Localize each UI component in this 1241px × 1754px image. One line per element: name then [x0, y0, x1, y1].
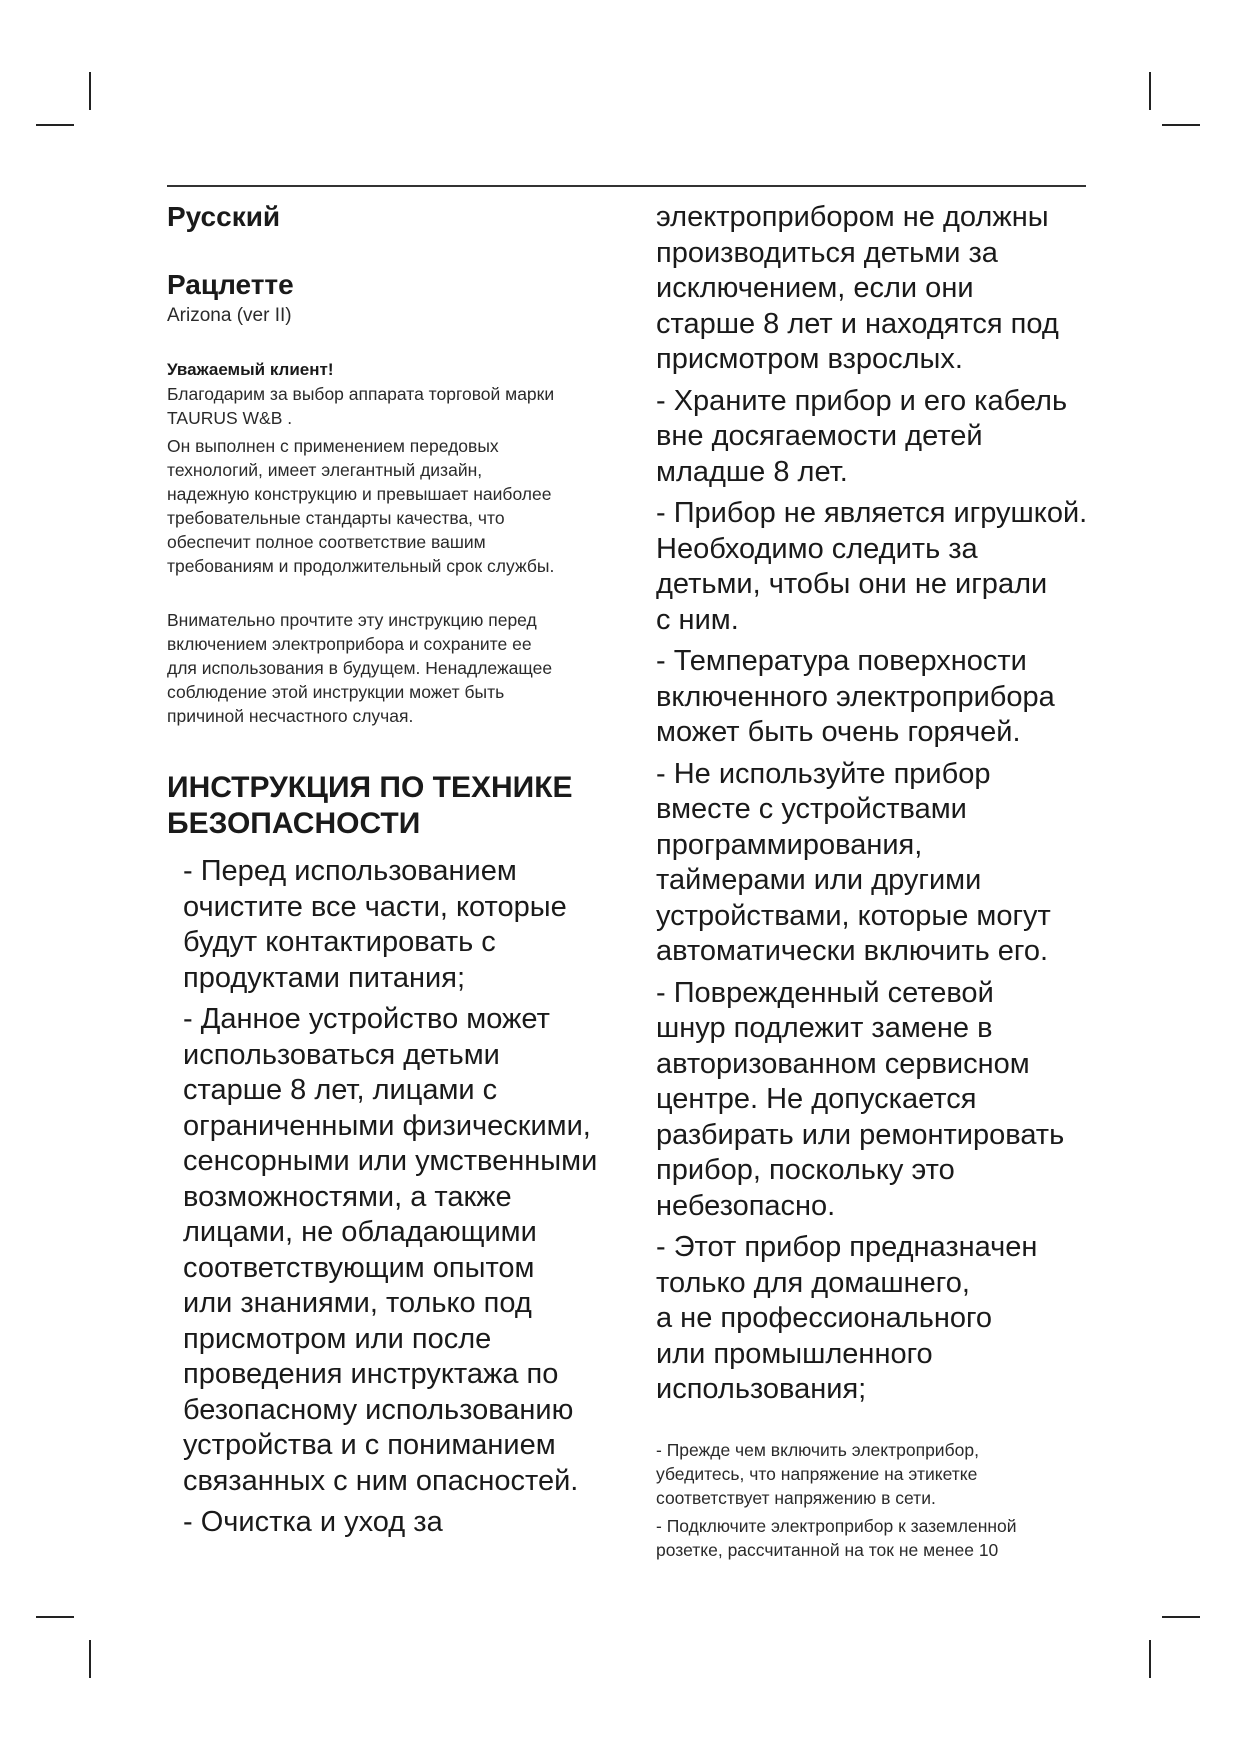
intro-paragraph-3: Внимательно прочтите эту инструкцию перед включением электроприбора и сохраните ее для использования в будущем. Ненадлежащее соблюдение этой инструкции может быть причиной несчастного случая. — [167, 610, 553, 726]
crop-mark-top-left-v — [89, 72, 91, 110]
language-heading: Русский — [167, 201, 281, 232]
list-item: - Прежде чем включить электроприбор, убедитесь, что напряжение на этикетке соответствует напряжению в сети. — [656, 1439, 979, 1508]
intro-paragraph-2: Он выполнен с применением передовых технологий, имеет элегантный дизайн, надежную конструкцию и превышает наиболее требовательные стандарты качества, что обеспечит полное соответствие вашим требованиям и продолжительный срок службы. — [167, 436, 555, 576]
crop-mark-top-right-h — [1162, 124, 1200, 126]
list-item: - Этот прибор предназначен только для домашнего, а не профессионального или промышленного использования; — [656, 1231, 1038, 1405]
crop-mark-bottom-right-h — [1162, 1616, 1200, 1618]
safety-list-left — [183, 854, 627, 1541]
product-title: Рацлетте — [167, 269, 294, 300]
crop-mark-top-right-v — [1149, 72, 1151, 110]
list-item: - Перед использованием очистите все части, которые будут контактировать с продуктами питания; — [183, 855, 567, 994]
list-item: - Не используйте прибор вместе с устройствами программирования, таймерами или другими устройствами, которые могут автоматически включить его. — [656, 757, 1051, 967]
list-item: - Данное устройство может использоваться детьми старше 8 лет, лицами с ограниченными физическими, сенсорными или умственными возможностями, а также лицами, не обладающими соответствующим опытом или знаниями, только под присмотром или после проведения инструктажа по безопасному использованию устройства и с пониманием связанных с ним опасностей. — [183, 1003, 598, 1497]
crop-mark-top-left-h — [36, 124, 74, 126]
list-item: - Температура поверхности включенного электроприбора может быть очень горячей. — [656, 645, 1055, 748]
crop-mark-bottom-left-h — [36, 1616, 74, 1618]
list-item: - Поврежденный сетевой шнур подлежит замене в авторизованном сервисном центре. Не допускается разбирать или ремонтировать прибор, поскольку это небезопасно. — [656, 976, 1065, 1222]
greeting: Уважаемый клиент! — [167, 360, 334, 379]
list-item: - Прибор не является игрушкой. Необходимо следить за детьми, чтобы они не играли с ним. — [656, 497, 1088, 636]
list-item-continuation: электроприбором не должны производиться детьми за исключением, если они старше 8 лет и находятся под присмотром взрослых. — [656, 201, 1059, 375]
crop-mark-bottom-right-v — [1149, 1640, 1151, 1678]
model-name: Arizona (ver II) — [167, 305, 292, 326]
header-rule — [167, 185, 1086, 187]
list-item: - Очистка и уход за — [183, 1506, 443, 1538]
list-item: - Храните прибор и его кабель вне досягаемости детей младше 8 лет. — [656, 384, 1068, 488]
right-column — [656, 200, 1116, 1566]
safety-section-title: ИНСТРУКЦИЯ ПО ТЕХНИКЕ БЕЗОПАСНОСТИ — [167, 771, 573, 840]
list-item: - Подключите электроприбор к заземленной розетке, рассчитанной на ток не менее 10 — [656, 1515, 1017, 1560]
intro-paragraph-1: Благодарим за выбор аппарата торговой марки TAURUS W&B . — [167, 384, 555, 428]
left-column — [167, 200, 627, 1547]
safety-list-right — [656, 384, 1116, 1408]
safety-list-right-small — [656, 1438, 1116, 1562]
crop-mark-bottom-left-v — [89, 1640, 91, 1678]
